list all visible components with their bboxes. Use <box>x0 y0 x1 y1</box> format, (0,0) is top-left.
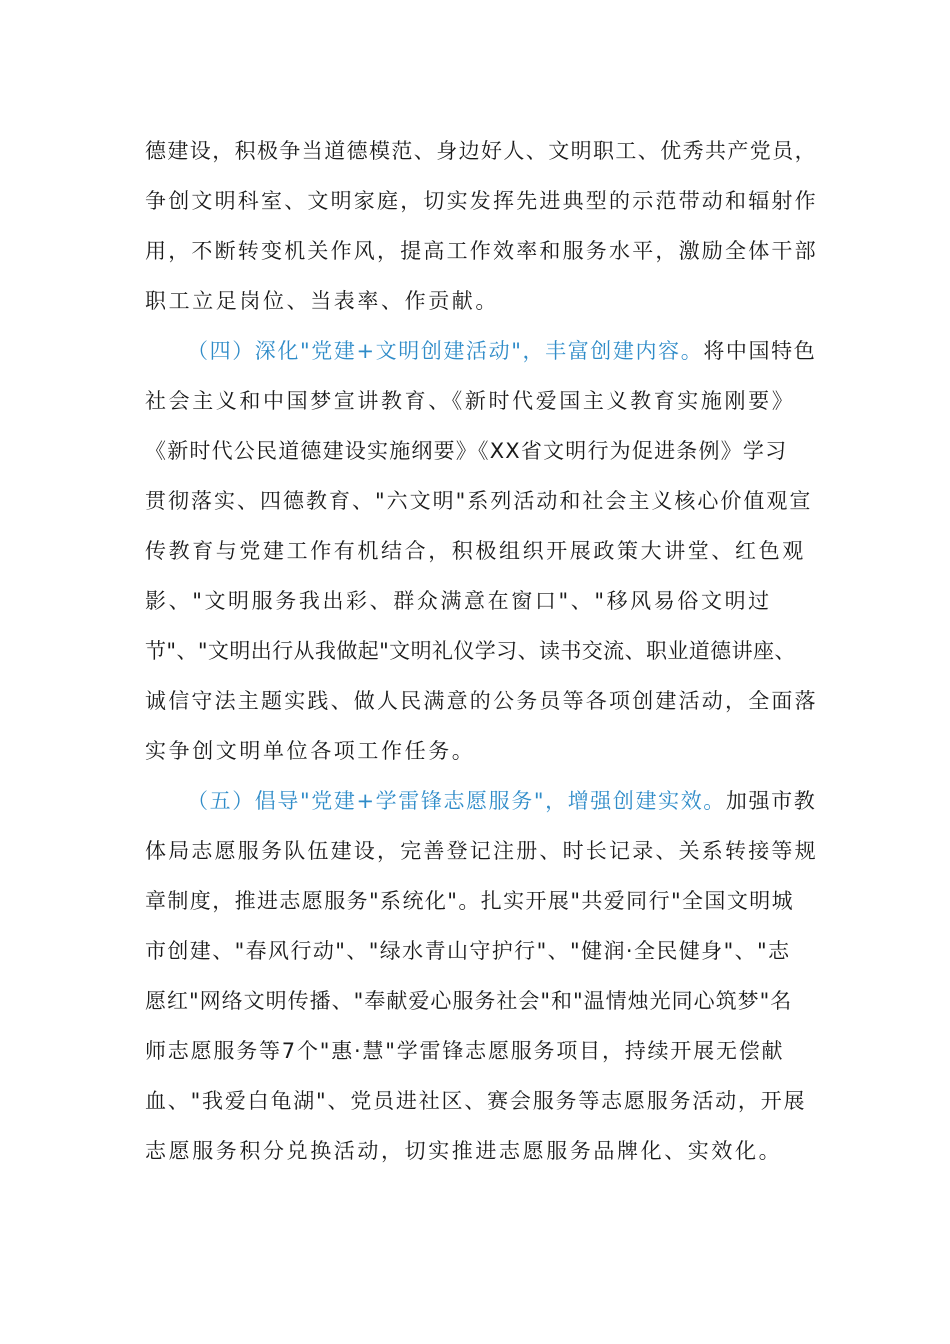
section-four-heading: （四）深化"党建+文明创建活动"，丰富创建内容。 <box>187 339 704 363</box>
paragraph-line: 《新时代公民道德建设实施纲要》《XX省文明行为促进条例》学习 <box>145 439 788 463</box>
paragraph-line: 影、"文明服务我出彩、群众满意在窗口"、"移风易俗文明过 <box>145 589 772 613</box>
paragraph-line: 血、"我爱白龟湖"、党员进社区、赛会服务等志愿服务活动，开展 <box>145 1089 807 1113</box>
section-four-first-line-rest: 将中国特色 <box>703 339 817 363</box>
paragraph-line: 师志愿服务等7个"惠·慧"学雷锋志愿服务项目，持续开展无偿献 <box>145 1039 785 1063</box>
paragraph-line: 愿红"网络文明传播、"奉献爱心服务社会"和"温情烛光同心筑梦"名 <box>145 989 793 1013</box>
paragraph-line: 实争创文明单位各项工作任务。 <box>145 739 476 763</box>
paragraph-line: 德建设，积极争当道德模范、身边好人、文明职工、优秀共产党员， <box>145 139 817 163</box>
paragraph-line: 争创文明科室、文明家庭，切实发挥先进典型的示范带动和辐射作 <box>145 189 818 213</box>
section-five-heading: （五）倡导"党建+学雷锋志愿服务"，增强创建实效。 <box>187 789 726 813</box>
section-five-first-line-rest: 加强市教 <box>725 789 817 813</box>
paragraph-line: 诚信守法主题实践、做人民满意的公务员等各项创建活动，全面落 <box>145 689 818 713</box>
paragraph-line: 贯彻落实、四德教育、"六文明"系列活动和社会主义核心价值观宣 <box>145 489 813 513</box>
paragraph-line: 社会主义和中国梦宣讲教育、《新时代爱国主义教育实施刚要》 <box>145 389 796 413</box>
paragraph-line: 用，不断转变机关作风，提高工作效率和服务水平，激励全体干部 <box>145 239 818 263</box>
paragraph-line: 体局志愿服务队伍建设，完善登记注册、时长记录、关系转接等规 <box>145 839 818 863</box>
paragraph-line: 节"、"文明出行从我做起"文明礼仪学习、读书交流、职业道德讲座、 <box>145 639 796 663</box>
paragraph-line: 市创建、"春风行动"、"绿水青山守护行"、"健润·全民健身"、"志 <box>145 939 791 963</box>
paragraph-line: 章制度，推进志愿服务"系统化"。扎实开展"共爱同行"全国文明城 <box>145 889 795 913</box>
section-five-first-line <box>187 786 816 816</box>
paragraph-line: 志愿服务积分兑换活动，切实推进志愿服务品牌化、实效化。 <box>145 1139 783 1163</box>
paragraph-line: 职工立足岗位、当表率、作贡献。 <box>145 289 499 313</box>
section-four-first-line <box>187 336 816 366</box>
paragraph-line: 传教育与党建工作有机结合，积极组织开展政策大讲堂、红色观 <box>145 539 806 563</box>
